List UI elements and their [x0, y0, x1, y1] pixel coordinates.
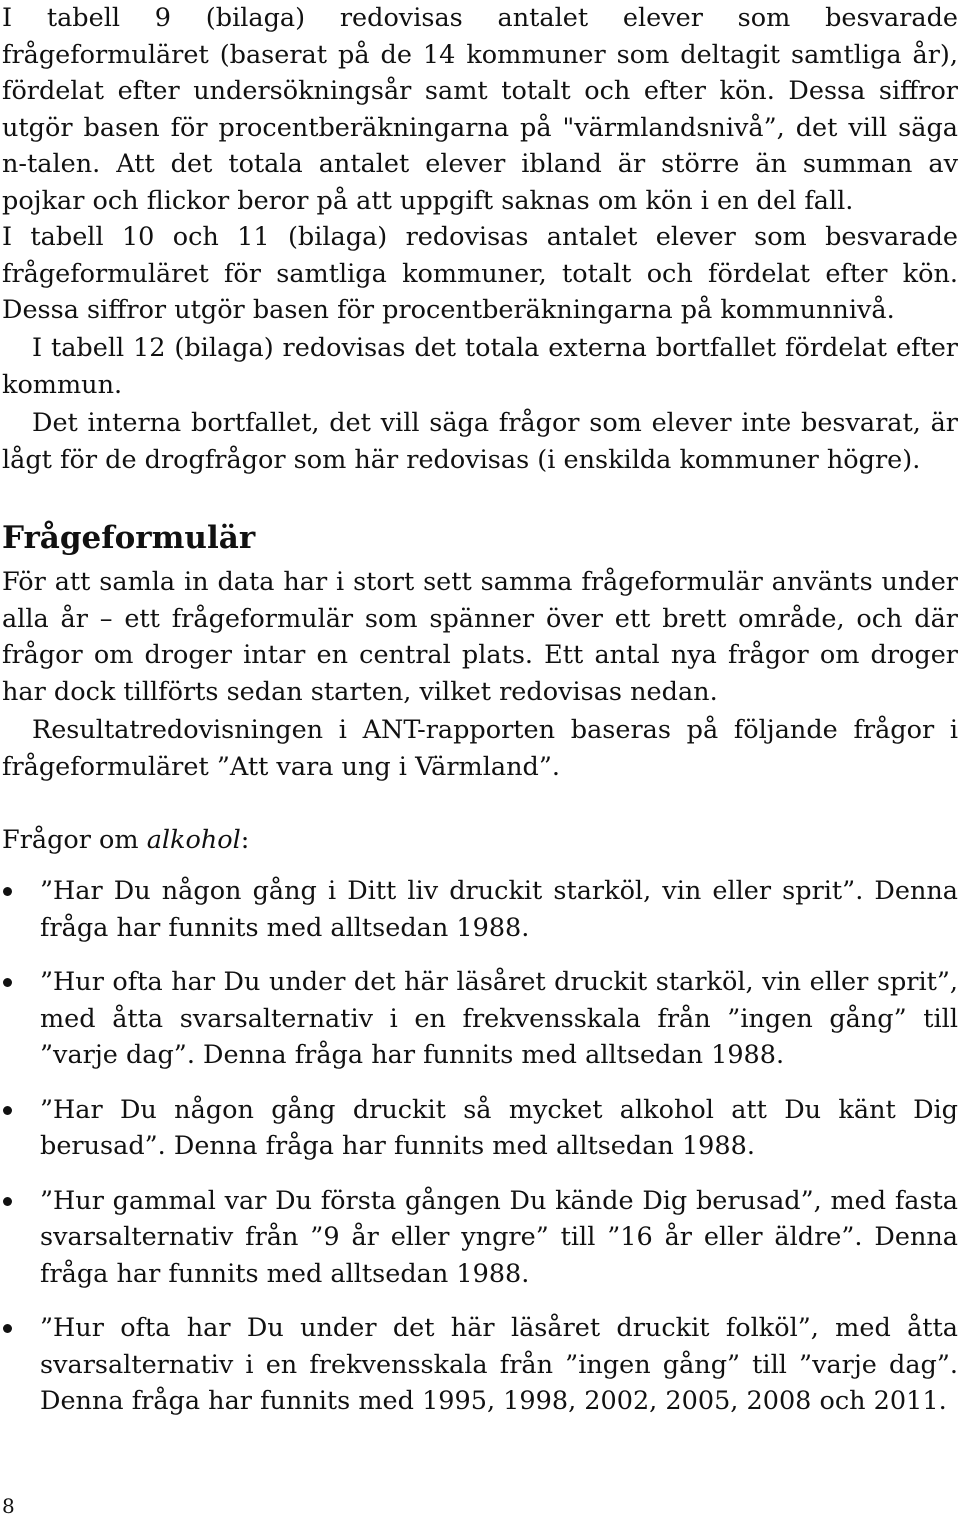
- bullet-icon: [3, 1106, 12, 1115]
- subheading-emphasis: alkohol: [146, 825, 241, 855]
- subheading-suffix: :: [240, 825, 250, 855]
- list-item-text: ”Hur gammal var Du första gången Du kände Dig berusad”, med fasta svarsalternativ från ”9 år eller yngre” till ”16 år eller äldre”. Denna fråga har funnits med alltsedan 1988.: [40, 1185, 958, 1289]
- list-item: [0, 1310, 958, 1420]
- bullet-icon: [3, 1197, 12, 1206]
- list-item: [0, 873, 958, 946]
- paragraph-tabell-12: I tabell 12 (bilaga) redovisas det totala externa bortfallet fördelat efter kommun.: [2, 333, 958, 400]
- paragraph-tabell-10-11: I tabell 10 och 11 (bilaga) redovisas antalet elever som besvarade frågeformuläret för samtliga kommuner, totalt och fördelat efter kön. Dessa siffror utgör basen för procentberäkningarna på kommunnivå.: [2, 222, 958, 325]
- list-item-text: ”Har Du någon gång druckit så mycket alkohol att Du känt Dig berusad”. Denna fråga har funnits med alltsedan 1988.: [40, 1094, 958, 1161]
- list-item: [0, 1183, 958, 1293]
- list-item: [0, 1092, 958, 1165]
- list-item-text: ”Hur ofta har Du under det här läsåret druckit folköl”, med åtta svarsalternativ i en frekvensskala från ”ingen gång” till ”varje dag”. Denna fråga har funnits med 1995, 1998, 2002, 2005, 2008 och 2011.: [40, 1313, 958, 1416]
- page-number: 8: [2, 1494, 15, 1518]
- paragraph-resultatredovisning: Resultatredovisningen i ANT-rapporten baseras på följande frågor i frågeformuläret ”Att vara ung i Värmland”.: [2, 715, 958, 782]
- subheading-prefix: Frågor om: [2, 825, 147, 855]
- bullet-icon: [3, 978, 12, 987]
- bullet-icon: [3, 1324, 12, 1333]
- list-item-text: ”Har Du någon gång i Ditt liv druckit starköl, vin eller sprit”. Denna fråga har funnits med alltsedan 1988.: [40, 876, 958, 943]
- paragraph-tabell-9: I tabell 9 (bilaga) redovisas antalet elever som besvarade frågeformuläret (baserat på de 14 kommuner som deltagit samtliga år), fördelat efter undersökningsår samt totalt och efter kön. Dessa siffror utgör basen för procentberäkningarna på "värmlandsnivå”, det vill säga n-talen. Att det totala antalet elever ibland är större än summan av pojkar och flickor beror på att uppgift saknas om kön i en del fall.: [2, 3, 958, 216]
- section-heading: Frågeformulär: [2, 520, 256, 556]
- bullet-icon: [3, 887, 12, 896]
- question-list: [0, 873, 958, 1438]
- paragraph-internt-bortfall: Det interna bortfallet, det vill säga frågor som elever inte besvarat, är lågt för de drogfrågor som här redovisas (i enskilda kommuner högre).: [2, 408, 958, 475]
- list-item-text: ”Hur ofta har Du under det här läsåret druckit starköl, vin eller sprit”, med åtta svarsalternativ i en frekvensskala från ”ingen gång” till ”varje dag”. Denna fråga har funnits med alltsedan 1988.: [40, 967, 958, 1070]
- subheading-alkohol: [2, 822, 249, 859]
- list-item: [0, 964, 958, 1074]
- paragraph-frageformular-intro: För att samla in data har i stort sett samma frågeformulär använts under alla år – ett frågeformulär som spänner över ett brett område, och där frågor om droger intar en central plats. Ett antal nya frågor om droger har dock tillförts sedan starten, vilket redovisas nedan.: [2, 567, 958, 707]
